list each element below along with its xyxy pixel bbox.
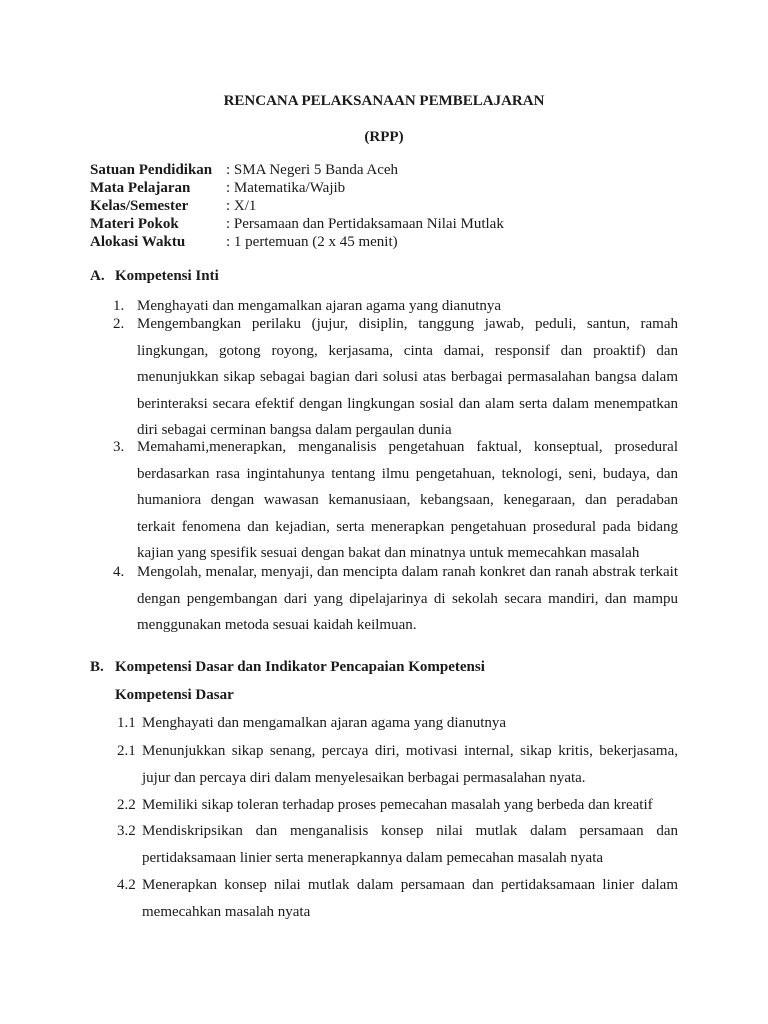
- item-number: 2.: [113, 316, 125, 332]
- item-number: 4.2: [117, 877, 136, 893]
- section-letter: B.: [90, 659, 104, 675]
- list-item: [117, 738, 678, 792]
- meta-label: Satuan Pendidikan: [90, 162, 213, 178]
- item-number: 1.: [113, 298, 125, 314]
- list-item: [117, 872, 678, 926]
- list-item: [113, 311, 678, 444]
- item-text: Mendiskripsikan dan menganalisis konsep nilai mutlak dalam persamaan dan pertidaksamaan linier serta menerapkannya dalam pemecahan masalah nyata: [142, 823, 678, 866]
- meta-row: [90, 197, 504, 215]
- meta-label: Kelas/Semester: [90, 198, 189, 214]
- list-item: [113, 434, 678, 567]
- item-number: 1.1: [117, 715, 136, 731]
- meta-value: : Persamaan dan Pertidaksamaan Nilai Mutlak: [226, 216, 504, 232]
- document-subtitle: (RPP): [364, 129, 404, 145]
- item-text: Memiliki sikap toleran terhadap proses pemecahan masalah yang berbeda dan kreatif: [142, 797, 653, 813]
- section-title: Kompetensi Dasar dan Indikator Pencapaian Kompetensi: [115, 659, 485, 675]
- subsection-title: Kompetensi Dasar: [115, 687, 234, 703]
- section-b-heading: [90, 659, 485, 676]
- identity-block: [90, 161, 504, 251]
- document-title: RENCANA PELAKSANAAN PEMBELAJARAN: [223, 93, 545, 109]
- item-number: 3.: [113, 439, 125, 455]
- meta-value: : SMA Negeri 5 Banda Aceh: [226, 162, 399, 178]
- list-item: [117, 710, 678, 737]
- item-text: Menghayati dan mengamalkan ajaran agama yang dianutnya: [137, 298, 502, 314]
- meta-label: Alokasi Waktu: [90, 234, 186, 250]
- meta-row: [90, 161, 504, 179]
- meta-label: Mata Pelajaran: [90, 180, 191, 196]
- item-text: Menunjukkan sikap senang, percaya diri, motivasi internal, sikap kritis, bekerjasama, jujur dan percaya diri dalam menyelesaikan berbagai permasalahan nyata.: [142, 743, 678, 786]
- section-a-heading: [90, 268, 219, 285]
- item-text: Mengolah, menalar, menyaji, dan mencipta dalam ranah konkret dan ranah abstrak terkait dengan pengembangan dari yang dipelajarinya di sekolah secara mandiri, dan mampu menggunakan metoda sesuai kaidah keilmuan.: [137, 564, 678, 633]
- item-number: 2.2: [117, 797, 136, 813]
- section-letter: A.: [90, 268, 105, 284]
- item-number: 2.1: [117, 743, 136, 759]
- list-item: [117, 792, 678, 819]
- meta-value: : Matematika/Wajib: [226, 180, 346, 196]
- meta-row: [90, 215, 504, 233]
- list-item: [113, 559, 678, 639]
- list-item: [117, 818, 678, 872]
- item-text: Mengembangkan perilaku (jujur, disiplin, tanggung jawab, peduli, santun, ramah lingkungan, gotong royong, kerjasama, cinta damai, responsif dan proaktif) dan menunjukkan sikap sebagai bagian dari solusi atas berbagai permasalahan bangsa dalam berinteraksi secara efektif dengan lingkungan sosial dan alam serta dalam menempatkan diri sebagai cerminan bangsa dalam pergaulan dunia: [137, 316, 678, 438]
- item-text: Menerapkan konsep nilai mutlak dalam persamaan dan pertidaksamaan linier dalam memecahkan masalah nyata: [142, 877, 678, 920]
- section-title: Kompetensi Inti: [115, 268, 219, 284]
- item-text: Memahami,menerapkan, menganalisis pengetahuan faktual, konseptual, prosedural berdasarkan rasa ingintahunya tentang ilmu pengetahuan, teknologi, seni, budaya, dan humaniora dengan wawasan kemanusiaan, kebangsaan, kenegaraan, dan peradaban terkait fenomena dan kejadian, serta menerapkan pengetahuan prosedural pada bidang kajian yang spesifik sesuai dengan bakat dan minatnya untuk memecahkan masalah: [137, 439, 678, 561]
- item-number: 3.2: [117, 823, 136, 839]
- item-text: Menghayati dan mengamalkan ajaran agama yang dianutnya: [142, 715, 507, 731]
- meta-row: [90, 233, 504, 251]
- meta-row: [90, 179, 504, 197]
- meta-value: : 1 pertemuan (2 x 45 menit): [226, 234, 398, 250]
- meta-value: : X/1: [226, 198, 257, 214]
- item-number: 4.: [113, 564, 125, 580]
- meta-label: Materi Pokok: [90, 216, 179, 232]
